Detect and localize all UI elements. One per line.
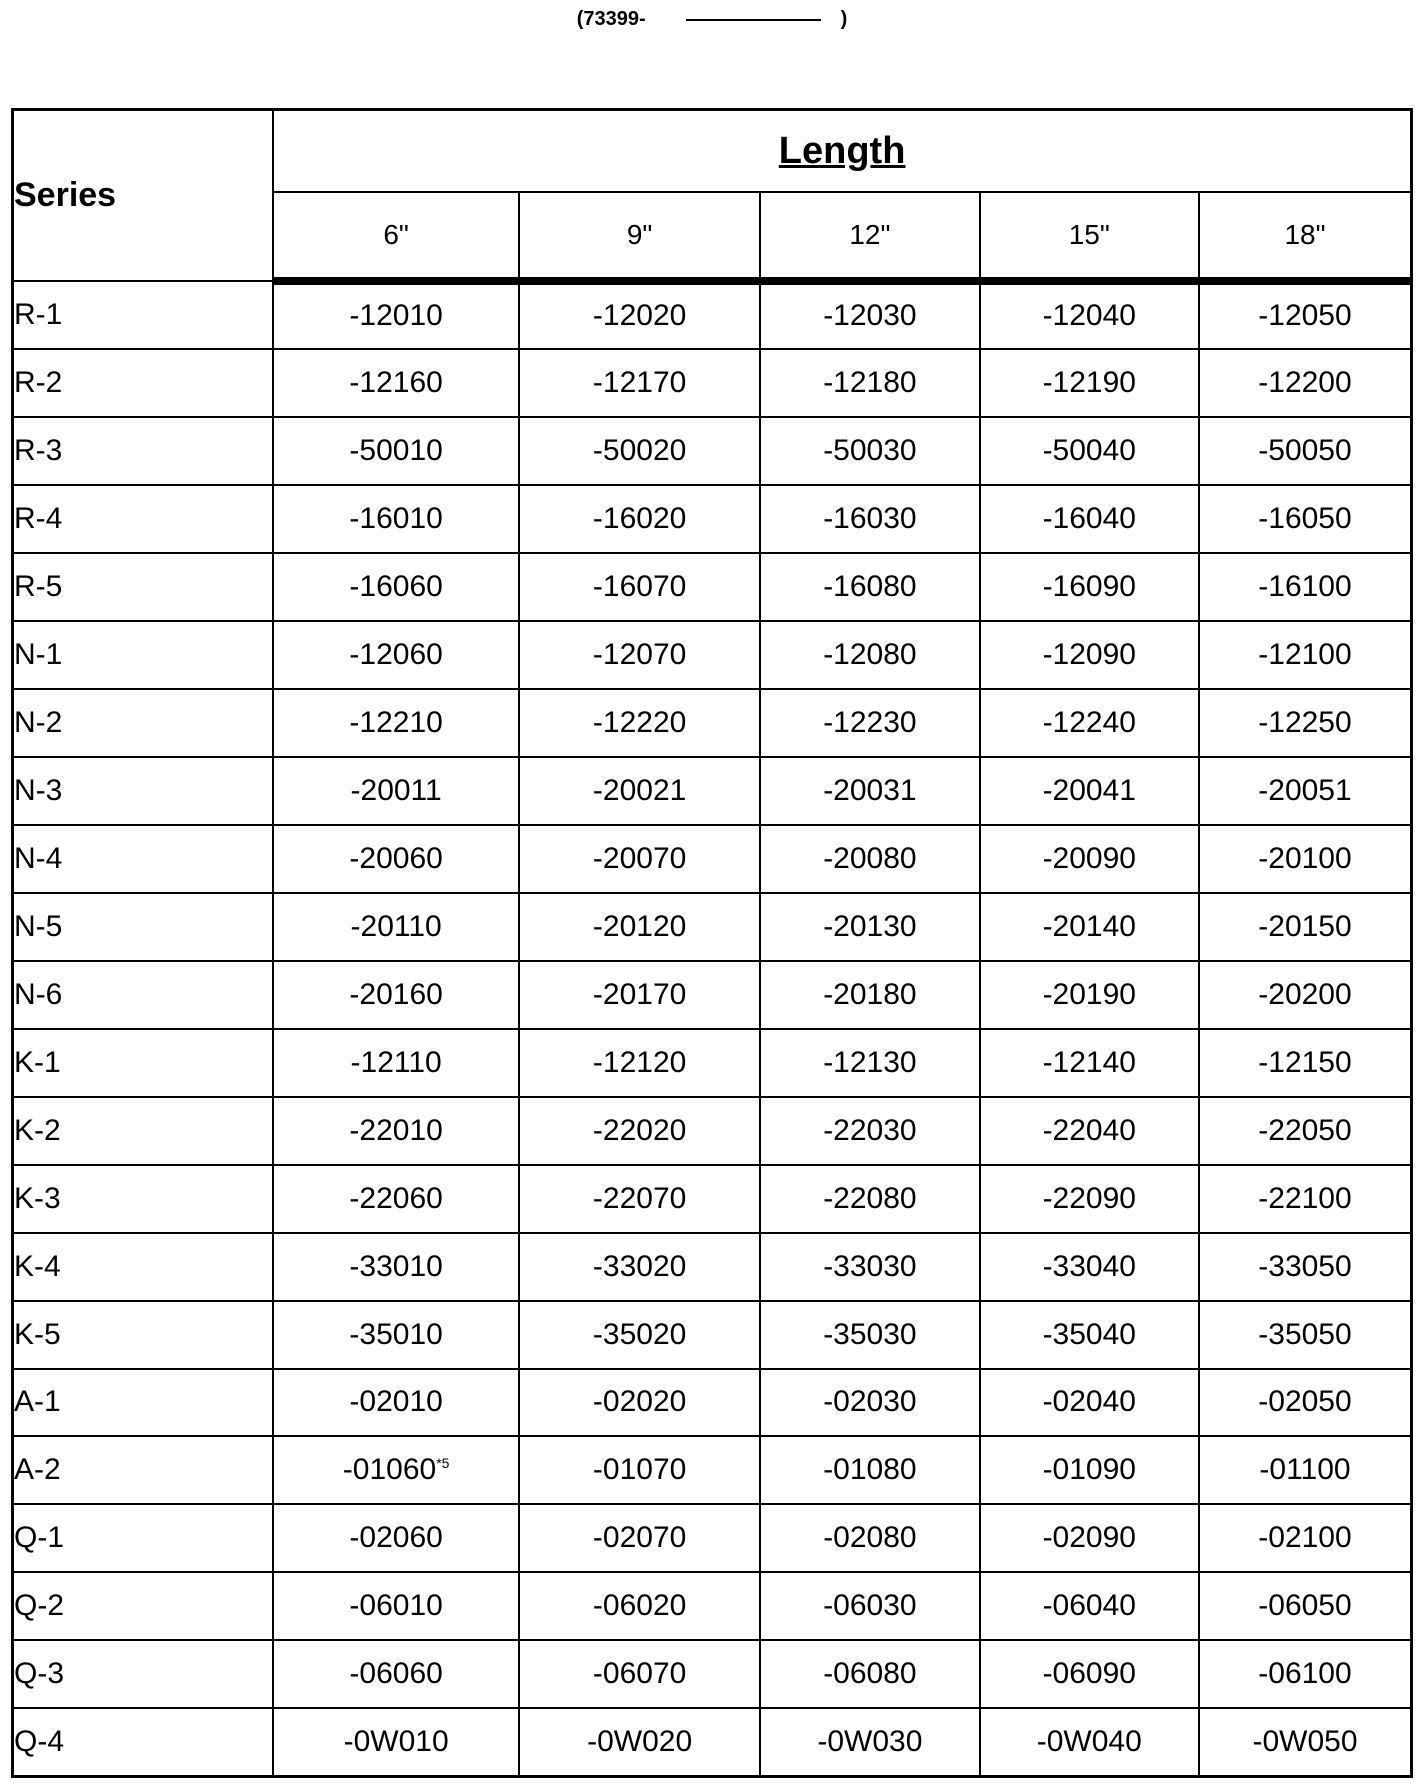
table-row (13, 1029, 1412, 1097)
part-number-value: -12180 (823, 365, 917, 399)
part-number-value: -22060 (349, 1181, 443, 1215)
part-number-value: -12040 (1042, 299, 1136, 333)
table-row (13, 1572, 1412, 1640)
part-number-cell (519, 825, 760, 893)
table-row (13, 553, 1412, 621)
part-number-cell (980, 893, 1199, 961)
part-number-cell (1199, 757, 1412, 825)
series-cell: K-2 (13, 1097, 274, 1165)
series-cell: Q-2 (13, 1572, 274, 1640)
part-number-cell (519, 281, 760, 349)
part-number-cell (273, 553, 519, 621)
part-number-cell (980, 825, 1199, 893)
table-row (13, 961, 1412, 1029)
part-number-value: -20100 (1258, 841, 1352, 875)
part-number-value: -0W050 (1252, 1725, 1358, 1759)
part-number-cell (273, 621, 519, 689)
series-cell: N-2 (13, 689, 274, 757)
table-row (13, 689, 1412, 757)
part-number-value: -02060 (349, 1521, 443, 1555)
part-number-cell (760, 1572, 979, 1640)
part-code-suffix: ) (840, 8, 848, 30)
part-number-cell (760, 1640, 979, 1708)
part-number-value: -16040 (1042, 501, 1136, 535)
part-number-value: -12010 (349, 299, 443, 333)
part-number-cell (519, 1708, 760, 1776)
part-number-cell (980, 961, 1199, 1029)
part-number-value: -06060 (349, 1657, 443, 1691)
part-number-value: -16100 (1258, 569, 1352, 603)
part-number-cell (760, 961, 979, 1029)
part-number-value: -06070 (592, 1657, 687, 1691)
part-number-cell (980, 689, 1199, 757)
part-number-value: -06080 (823, 1657, 917, 1691)
part-number-cell (760, 1301, 979, 1369)
part-number-cell (1199, 1165, 1412, 1233)
table-row (13, 1369, 1412, 1437)
part-number-table (11, 108, 1413, 1778)
part-number-cell (273, 1640, 519, 1708)
part-number-cell (1199, 689, 1412, 757)
part-number-value: -16060 (349, 569, 443, 603)
part-number-cell (980, 1301, 1199, 1369)
part-number-cell (1199, 1369, 1412, 1437)
part-number-value: -20080 (823, 841, 917, 875)
part-number-cell (519, 1165, 760, 1233)
part-number-value: -50020 (592, 433, 687, 467)
part-number-value: -16090 (1042, 569, 1136, 603)
table-row (13, 485, 1412, 553)
part-number-cell (980, 553, 1199, 621)
part-number-cell (980, 1708, 1199, 1776)
part-number-value: -50010 (349, 433, 443, 467)
part-number-value: -12210 (349, 705, 443, 739)
part-number-value: -12020 (592, 299, 687, 333)
part-number-cell (1199, 281, 1412, 349)
table-row (13, 417, 1412, 485)
part-number-cell (273, 893, 519, 961)
table-row (13, 1640, 1412, 1708)
part-number-cell (273, 1233, 519, 1301)
part-number-value: -12100 (1258, 637, 1352, 671)
part-number-cell (760, 825, 979, 893)
part-number-cell (1199, 485, 1412, 553)
part-number-cell (519, 1640, 760, 1708)
series-cell: N-5 (13, 893, 274, 961)
part-number-value: -06010 (349, 1589, 443, 1623)
part-number-value: -12050 (1258, 299, 1352, 333)
part-number-cell (273, 1301, 519, 1369)
part-number-cell (519, 1097, 760, 1165)
part-number-cell (273, 1165, 519, 1233)
part-number-value: -22020 (592, 1113, 687, 1147)
series-cell: R-2 (13, 349, 274, 417)
part-number-cell (1199, 1029, 1412, 1097)
part-number-cell (273, 485, 519, 553)
length-header-cell: 18" (1199, 192, 1412, 281)
part-number-cell (760, 1165, 979, 1233)
part-number-cell (760, 621, 979, 689)
part-number-prefix (0, 8, 1424, 31)
part-number-cell (760, 1029, 979, 1097)
part-number-value: -20011 (350, 773, 442, 807)
series-cell: Q-3 (13, 1640, 274, 1708)
part-number-value: -22080 (823, 1181, 917, 1215)
part-number-cell (519, 1572, 760, 1640)
part-number-cell (980, 1097, 1199, 1165)
part-number-cell (760, 1369, 979, 1437)
part-number-value: -22100 (1258, 1181, 1352, 1215)
table-row (13, 757, 1412, 825)
part-number-value: -22040 (1042, 1113, 1136, 1147)
part-number-cell (519, 1233, 760, 1301)
part-number-cell (760, 349, 979, 417)
part-number-cell (273, 961, 519, 1029)
part-number-value: -02080 (823, 1521, 917, 1555)
part-number-value: -20120 (592, 909, 687, 943)
part-number-cell (760, 1097, 979, 1165)
part-number-value: -02100 (1258, 1521, 1352, 1555)
part-number-cell (980, 349, 1199, 417)
part-number-cell (519, 1504, 760, 1572)
part-number-value: -02090 (1042, 1521, 1136, 1555)
part-number-cell (980, 1504, 1199, 1572)
part-number-value: -01070 (592, 1453, 687, 1487)
table-header (13, 110, 1412, 282)
table-row (13, 825, 1412, 893)
part-number-cell (1199, 417, 1412, 485)
part-number-cell (1199, 621, 1412, 689)
series-cell: R-1 (13, 281, 274, 349)
part-number-cell (1199, 1572, 1412, 1640)
part-number-value: -20180 (823, 977, 917, 1011)
part-number-cell (980, 621, 1199, 689)
part-number-cell (273, 1572, 519, 1640)
table-row (13, 1504, 1412, 1572)
part-number-cell (273, 1029, 519, 1097)
length-header-cell: 15" (980, 192, 1199, 281)
part-number-value: -22090 (1042, 1181, 1136, 1215)
table-row (13, 1233, 1412, 1301)
part-number-value: -20060 (349, 841, 443, 875)
part-number-cell (519, 1369, 760, 1437)
part-number-cell (273, 757, 519, 825)
part-code-prefix: (73399- (576, 8, 646, 30)
table-row (13, 1436, 1412, 1504)
series-cell: N-3 (13, 757, 274, 825)
part-number-value: -12190 (1042, 365, 1136, 399)
table-body (13, 281, 1412, 1777)
part-number-cell (519, 757, 760, 825)
part-number-value: -33040 (1042, 1249, 1136, 1283)
series-cell: N-1 (13, 621, 274, 689)
part-number-value: -35030 (823, 1317, 917, 1351)
part-number-value: -02030 (823, 1385, 917, 1419)
part-number-cell (760, 553, 979, 621)
part-number-value: -12220 (592, 705, 687, 739)
part-number-value: -06030 (823, 1589, 917, 1623)
part-number-value: -12140 (1042, 1045, 1136, 1079)
series-cell: A-1 (13, 1369, 274, 1437)
part-number-value: -20051 (1258, 773, 1352, 807)
part-number-cell (980, 1369, 1199, 1437)
series-cell: A-2 (13, 1436, 274, 1504)
part-number-cell (980, 1233, 1199, 1301)
part-number-value: -20110 (350, 909, 442, 943)
part-number-value: -33020 (592, 1249, 687, 1283)
series-cell: K-3 (13, 1165, 274, 1233)
part-number-value: -20160 (349, 977, 443, 1011)
part-number-cell (519, 349, 760, 417)
part-number-value: -16080 (823, 569, 917, 603)
part-number-value: -12250 (1258, 705, 1352, 739)
part-number-cell (760, 757, 979, 825)
part-number-value: -0W020 (587, 1725, 693, 1759)
part-number-value: -20150 (1258, 909, 1352, 943)
part-number-cell (519, 621, 760, 689)
part-number-value: -12070 (592, 637, 687, 671)
table-row (13, 281, 1412, 349)
part-number-cell (273, 1097, 519, 1165)
part-number-cell (760, 1233, 979, 1301)
part-number-value: -01090 (1042, 1453, 1136, 1487)
part-number-value: -0W010 (343, 1725, 449, 1759)
length-header-cell: 12" (760, 192, 979, 281)
part-number-value: -12110 (350, 1045, 442, 1079)
part-number-value: -06090 (1042, 1657, 1136, 1691)
series-cell: Q-1 (13, 1504, 274, 1572)
part-number-cell (760, 689, 979, 757)
part-number-cell (760, 281, 979, 349)
part-number-value: -35050 (1258, 1317, 1352, 1351)
part-number-cell (980, 1436, 1199, 1504)
series-cell: N-4 (13, 825, 274, 893)
part-number-cell (273, 281, 519, 349)
part-number-value: -33050 (1258, 1249, 1352, 1283)
series-cell: R-4 (13, 485, 274, 553)
table-row (13, 893, 1412, 961)
part-code-blank-line (686, 19, 821, 21)
part-number-value: -33030 (823, 1249, 917, 1283)
length-header-cell: 6" (273, 192, 519, 281)
part-number-cell (273, 1436, 519, 1504)
part-number-cell (273, 1504, 519, 1572)
part-number-cell (760, 1436, 979, 1504)
part-number-value: -20190 (1042, 977, 1136, 1011)
part-number-cell (273, 1708, 519, 1776)
part-number-value: -35010 (349, 1317, 443, 1351)
part-number-cell (519, 893, 760, 961)
part-number-value: -16070 (592, 569, 687, 603)
part-number-cell (273, 417, 519, 485)
table-row (13, 1708, 1412, 1776)
part-number-value: -02070 (592, 1521, 687, 1555)
part-number-cell (519, 961, 760, 1029)
part-number-value: -12240 (1042, 705, 1136, 739)
part-number-value: -12200 (1258, 365, 1352, 399)
footnote-marker: *5 (436, 1455, 450, 1472)
part-number-cell (1199, 1097, 1412, 1165)
part-number-cell (1199, 1301, 1412, 1369)
part-number-value: -22050 (1258, 1113, 1352, 1147)
part-number-cell (980, 281, 1199, 349)
part-number-value: -01080 (823, 1453, 917, 1487)
part-number-value: -16020 (592, 501, 687, 535)
part-number-value: -50030 (823, 433, 917, 467)
table-row (13, 1301, 1412, 1369)
length-column-group-header: Length (273, 110, 1411, 193)
part-number-value: -12130 (823, 1045, 917, 1079)
part-number-cell (980, 1640, 1199, 1708)
part-number-value: -02040 (1042, 1385, 1136, 1419)
part-number-cell (1199, 961, 1412, 1029)
part-number-value: -12230 (823, 705, 917, 739)
part-number-cell (980, 1572, 1199, 1640)
part-number-value: -16050 (1258, 501, 1352, 535)
part-number-value: -20031 (823, 773, 917, 807)
part-number-cell (273, 689, 519, 757)
part-number-cell (1199, 553, 1412, 621)
part-number-cell (273, 349, 519, 417)
part-number-value: -22030 (823, 1113, 917, 1147)
part-number-value: -02020 (592, 1385, 687, 1419)
part-number-value: -50040 (1042, 433, 1136, 467)
part-number-cell (1199, 825, 1412, 893)
length-header-cell: 9" (519, 192, 760, 281)
part-number-value: -22070 (592, 1181, 687, 1215)
part-number-value: -06040 (1042, 1589, 1136, 1623)
series-cell: N-6 (13, 961, 274, 1029)
part-number-cell (760, 1504, 979, 1572)
part-number-cell (760, 417, 979, 485)
part-number-value: -12170 (592, 365, 687, 399)
part-number-cell (1199, 1233, 1412, 1301)
part-number-value: -20140 (1042, 909, 1136, 943)
part-number-value: -20041 (1042, 773, 1136, 807)
part-number-cell (1199, 1504, 1412, 1572)
part-number-value: -12090 (1042, 637, 1136, 671)
part-number-value: -20090 (1042, 841, 1136, 875)
part-number-value: -33010 (349, 1249, 443, 1283)
series-column-header: Series (13, 110, 274, 282)
part-number-value: -0W040 (1036, 1725, 1142, 1759)
part-number-value: -20070 (592, 841, 687, 875)
part-number-cell (519, 1301, 760, 1369)
part-number-cell (980, 1165, 1199, 1233)
part-number-value: -22010 (349, 1113, 443, 1147)
part-number-value: -12060 (349, 637, 443, 671)
part-number-value: -50050 (1258, 433, 1352, 467)
part-number-cell (760, 1708, 979, 1776)
part-number-value: -02050 (1258, 1385, 1352, 1419)
series-cell: K-4 (13, 1233, 274, 1301)
part-number-cell (519, 1436, 760, 1504)
part-number-cell (980, 485, 1199, 553)
part-number-cell (760, 893, 979, 961)
part-number-value: -20021 (592, 773, 687, 807)
part-number-cell (1199, 349, 1412, 417)
part-number-cell (273, 825, 519, 893)
part-number-value: -20170 (592, 977, 687, 1011)
part-number-cell (980, 417, 1199, 485)
part-number-value: -06020 (592, 1589, 687, 1623)
part-number-cell (1199, 893, 1412, 961)
part-number-value: -16010 (349, 501, 443, 535)
part-number-value: -35040 (1042, 1317, 1136, 1351)
part-number-value: -16030 (823, 501, 917, 535)
part-number-value: -01060 (342, 1453, 437, 1487)
part-number-cell (980, 757, 1199, 825)
part-number-value: -02010 (349, 1385, 443, 1419)
part-number-value: -06050 (1258, 1589, 1352, 1623)
part-number-cell (980, 1029, 1199, 1097)
part-number-value: -12120 (592, 1045, 687, 1079)
part-number-value: -12030 (823, 299, 917, 333)
series-cell: R-5 (13, 553, 274, 621)
series-cell: K-5 (13, 1301, 274, 1369)
part-number-cell (1199, 1708, 1412, 1776)
series-cell: Q-4 (13, 1708, 274, 1776)
part-number-cell (760, 485, 979, 553)
part-number-value: -0W030 (817, 1725, 923, 1759)
series-cell: K-1 (13, 1029, 274, 1097)
part-number-value: -12150 (1258, 1045, 1352, 1079)
part-number-cell (1199, 1436, 1412, 1504)
part-number-value: -35020 (592, 1317, 687, 1351)
part-number-cell (519, 553, 760, 621)
table-row (13, 1165, 1412, 1233)
part-number-cell (273, 1369, 519, 1437)
table-row (13, 349, 1412, 417)
part-number-cell (519, 485, 760, 553)
part-number-value: -20200 (1258, 977, 1352, 1011)
series-cell: R-3 (13, 417, 274, 485)
part-number-value: -20130 (823, 909, 917, 943)
table-row (13, 1097, 1412, 1165)
part-number-value: -06100 (1258, 1657, 1352, 1691)
part-number-value: -01100 (1259, 1453, 1351, 1487)
table-row (13, 621, 1412, 689)
part-number-value: -12080 (823, 637, 917, 671)
part-number-cell (519, 1029, 760, 1097)
part-number-value: -12160 (349, 365, 443, 399)
part-number-cell (519, 417, 760, 485)
part-number-cell (519, 689, 760, 757)
part-number-cell (1199, 1640, 1412, 1708)
